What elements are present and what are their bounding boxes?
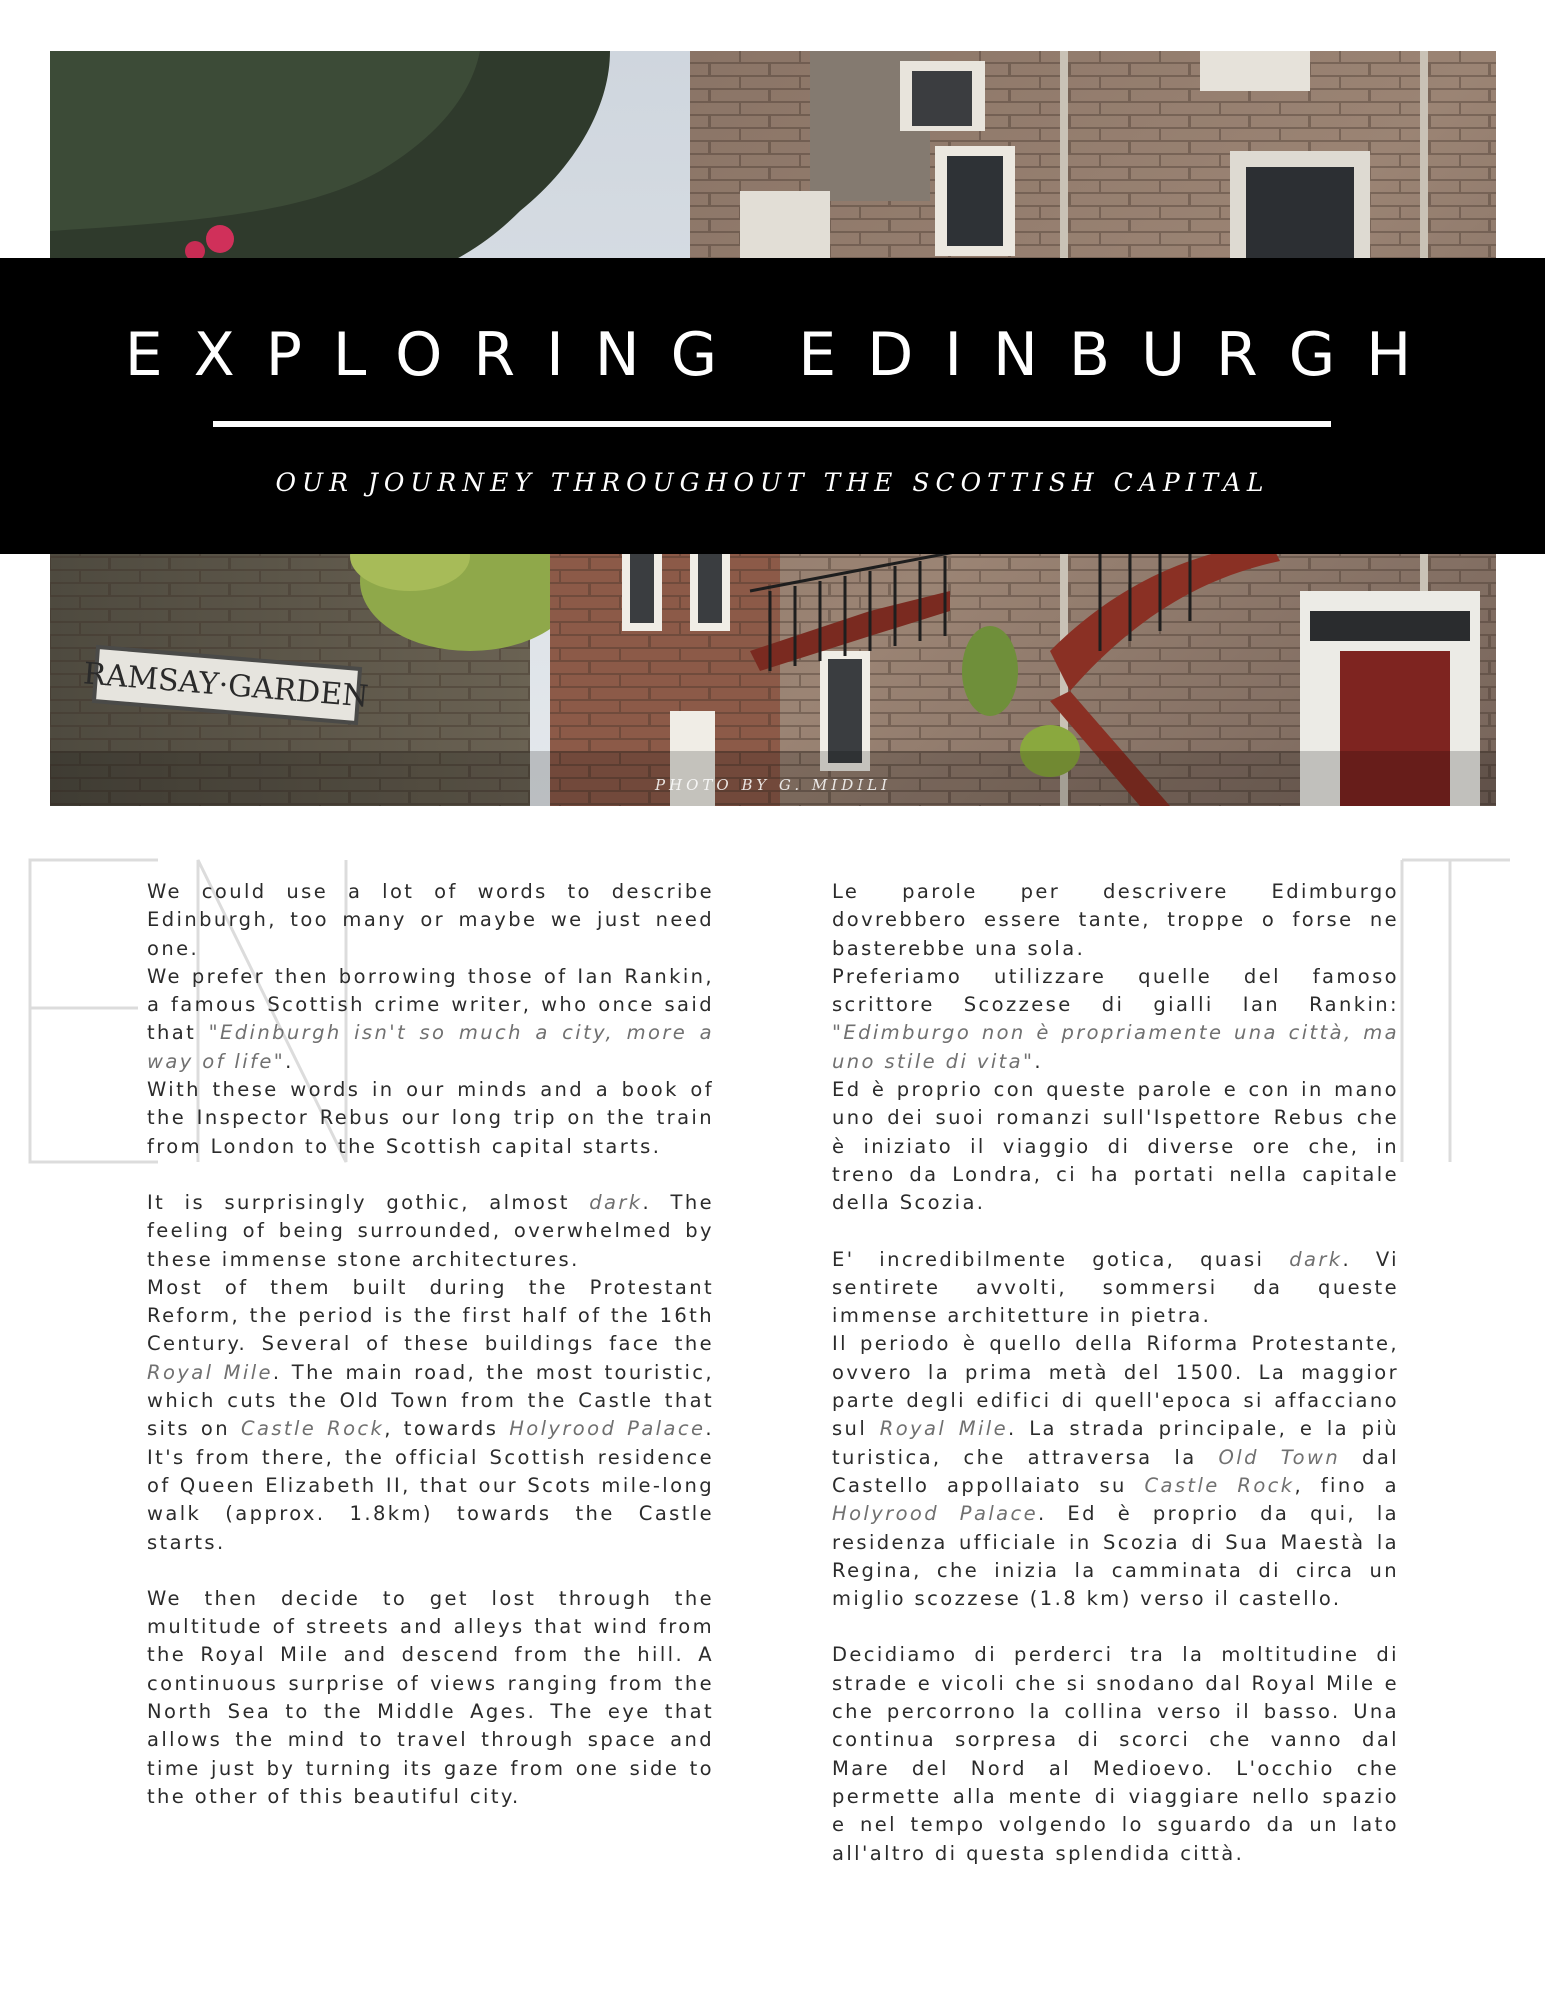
italian-paragraph-1: Le parole per descrivere Edimburgo dovrebbero essere tante, troppe o forse ne basterebbe una sola. [832, 880, 1399, 960]
italian-paragraph-2: Preferiamo utilizzare quelle del famoso scrittore Scozzese di gialli Ian Rankin: "Edimburgo non è propriamente una città, ma uno stile di vita". [832, 964, 1399, 1073]
title-divider [213, 421, 1331, 427]
page-subtitle: OUR JOURNEY THROUGHOUT THE SCOTTISH CAPITAL [275, 468, 1270, 497]
english-paragraph-6: We then decide to get lost through the multitude of streets and alleys that wind from the Royal Mile and descend from the hill. A continuous surprise of views ranging from the North Sea to the Middle Ages. The eye that allows the mind to travel through space and time just by turning its gaze from one side to the other of this beautiful city. [147, 1586, 714, 1808]
english-paragraph-2: We prefer then borrowing those of Ian Rankin, a famous Scottish crime writer, who once said that "Edinburgh isn't so much a city, more a way of life". [147, 964, 714, 1073]
page-title: EXPLORING EDINBURGH [124, 320, 1443, 390]
italian-paragraph-3: Ed è proprio con queste parole e con in mano uno dei suoi romanzi sull'Ispettore Rebus che è iniziato il viaggio di diverse ore che, in treno da Londra, ci ha portati nella capitale della Scozia. [832, 1078, 1399, 1215]
italian-paragraph-6: Decidiamo di perderci tra la moltitudine di strade e vicoli che si snodano dal Royal Mile e che percorrono la collina verso il basso. Una continua sorpresa di scorci che vanno dal Mare del Nord al Medioevo. L'occhio che permette alla mente di viaggiare nello spazio e nel tempo volgendo lo sguardo da un lato all'altro di questa splendida città. [832, 1643, 1399, 1865]
photo-credit: PHOTO BY G. MIDILI [654, 776, 892, 794]
italian-paragraph-4: E' incredibilmente gotica, quasi dark. Vi sentirete avvolti, sommersi da queste immense architetture in pietra. [832, 1247, 1399, 1328]
english-paragraph-1: We could use a lot of words to describe Edinburgh, too many or maybe we just need one. [147, 880, 714, 960]
rankin-quote-it: "Edimburgo non è propriamente una città, ma uno stile di vita" [832, 1021, 1399, 1073]
english-paragraph-3: With these words in our minds and a book of the Inspector Rebus our long trip on the train from London to the Scottish capital starts. [147, 1078, 714, 1158]
english-paragraph-5: Most of them built during the Protestant Reform, the period is the first half of the 16th Century. Several of these buildings face the Royal Mile. The main road, the most touristic, which cuts the Old Town from the Castle that sits on Castle Rock, towards Holyrood Palace. It's from there, the official Scottish residence of Queen Elizabeth II, that our Scots mile-long walk (approx. 1.8km) towards the Castle starts. [147, 1275, 714, 1554]
italian-paragraph-5: Il periodo è quello della Riforma Protestante, ovvero la prima metà del 1500. La maggior parte degli edifici di quell'epoca si affacciano sul Royal Mile. La strada principale, e la più turistica, che attraversa la Old Town dal Castello appollaiato su Castle Rock, fino a Holyrood Palace. Ed è proprio da qui, la residenza ufficiale in Scozia di Sua Maestà la Regina, che inizia la camminata di circa un miglio scozzese (1.8 km) verso il castello. [832, 1332, 1399, 1611]
title-band [0, 258, 1545, 554]
rankin-quote: "Edinburgh isn't so much a city, more a way of life" [147, 1021, 714, 1073]
english-paragraph-4: It is surprisingly gothic, almost dark. The feeling of being surrounded, overwhelmed by these immense stone architectures. [147, 1190, 714, 1271]
svg-text:RAMSAY·GARDEN: RAMSAY·GARDEN [81, 656, 370, 715]
english-column [147, 878, 714, 1811]
italian-column [832, 878, 1399, 1868]
